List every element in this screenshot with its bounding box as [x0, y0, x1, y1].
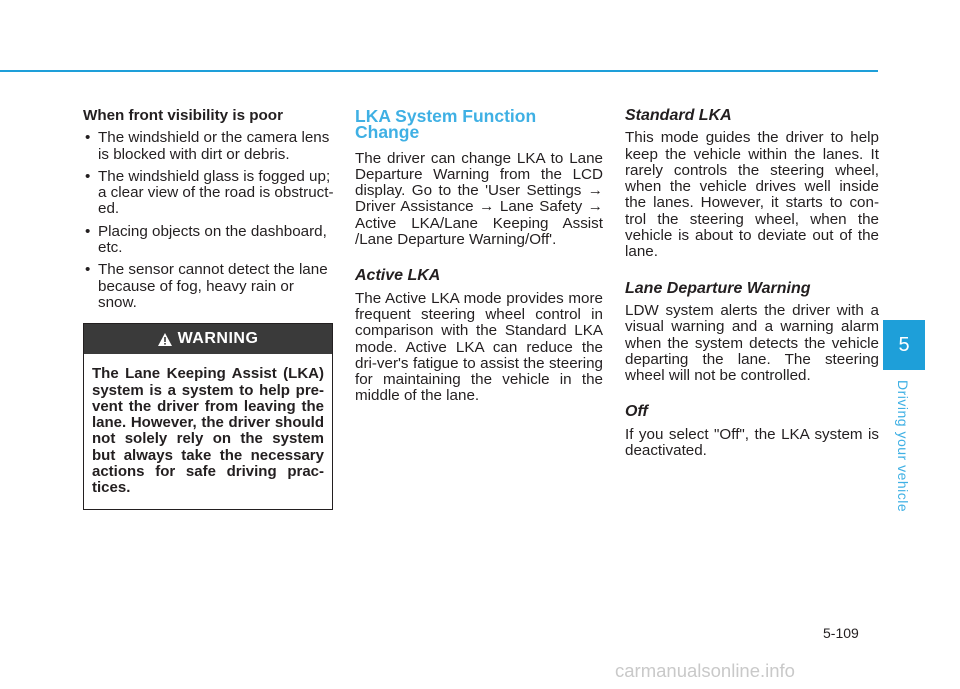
warning-title: WARNING: [177, 330, 259, 348]
list-item: • The windshield glass is fogged up; a clear view of the road is obstruct-ed.: [83, 169, 335, 218]
warning-triangle-icon: [158, 333, 172, 346]
page-number: 5-109: [823, 625, 859, 641]
ldw-title: Lane Departure Warning: [625, 279, 811, 297]
active-lka-text: The Active LKA mode provides more frequent steering wheel control in comparison with the Standard LKA mode. Active LKA can reduce the dri-ver's fatigue to assist the steering for maintaining the vehicle in the middle of the lane.: [355, 289, 603, 405]
section-title: LKA System Function Change: [355, 106, 537, 143]
warning-box: [83, 323, 333, 509]
list-item: • Placing objects on the dashboard, etc.: [83, 224, 335, 257]
off-title: Off: [625, 403, 648, 421]
list-item: • The windshield or the camera lens is blocked with dirt or debris.: [83, 130, 335, 163]
column-2: [355, 108, 603, 405]
chapter-tab: 5: [883, 320, 925, 370]
visibility-bullet-list: [83, 130, 335, 311]
top-rule: [0, 70, 878, 72]
off-text: If you select "Off", the LKA system is deactivated.: [625, 425, 879, 460]
column-3: [625, 108, 879, 459]
chapter-label: Driving your vehicle: [895, 380, 911, 513]
visibility-heading: When front visibility is poor: [83, 107, 283, 124]
column-1: [83, 108, 335, 510]
standard-lka-title: Standard LKA: [625, 107, 732, 124]
watermark: carmanualsonline.info: [615, 660, 795, 681]
active-lka-title: Active LKA: [355, 267, 441, 285]
warning-header: [84, 324, 332, 354]
list-item: • The sensor cannot detect the lane because of fog, heavy rain or snow.: [83, 262, 335, 311]
standard-lka-text: This mode guides the driver to help keep the vehicle within the lanes. It rarely controls the steering wheel, when the vehicle drives well inside the lanes. However, it starts to con-trol the steering wheel, when the vehicle is about to deviate out of the lane.: [625, 129, 879, 261]
warning-text: The Lane Keeping Assist (LKA) system is a system to help pre-vent the driver from leaving the lane. However, the driver should not solely rely on the system but always take the necessary actions for safe driving prac-tices.: [92, 365, 324, 497]
ldw-text: LDW system alerts the driver with a visual warning and a warning alarm when the system detects the vehicle departing the lane. The steering wheel will not be controlled.: [625, 301, 879, 385]
function-change-text: The driver can change LKA to Lane Departure Warning from the LCD display. Go to the 'User Settings → Driver Assistance → Lane Safety → Active LKA/Lane Keeping Assist /Lane Departure Warning/Off'.: [355, 149, 603, 249]
